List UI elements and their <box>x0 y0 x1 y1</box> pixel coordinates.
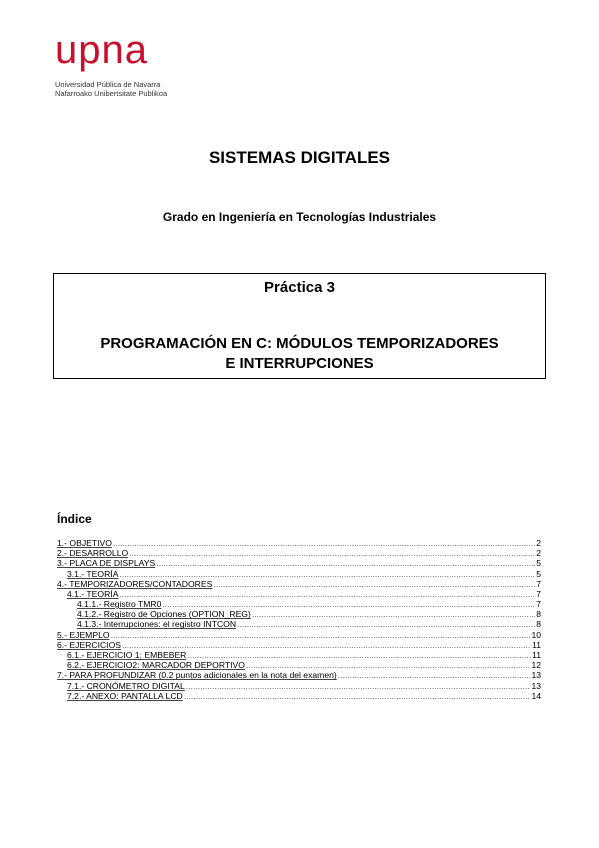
toc-leader-dots <box>237 619 535 629</box>
toc-entry-page[interactable]: 7 <box>536 599 541 610</box>
practice-box <box>53 273 546 379</box>
toc-entry-text[interactable]: 5.- EJEMPLO <box>57 629 110 640</box>
toc-leader-dots <box>162 599 535 609</box>
toc-entry[interactable] <box>57 691 541 701</box>
toc-entry[interactable] <box>57 620 541 630</box>
logo-line-es: Universidad Pública de Navarra <box>55 80 161 89</box>
toc-entry-text[interactable]: 4.1.3.- Interrupciones: el registro INTCON <box>77 619 237 630</box>
toc-entry[interactable] <box>57 558 541 568</box>
toc-entry-text[interactable]: 4.1.1.- Registro TMR0 <box>77 599 162 610</box>
practice-topic <box>54 334 545 374</box>
toc-entry-text[interactable]: 3.1.- TEORÍA <box>67 568 119 579</box>
toc-entry-text[interactable]: 4.1.2.- Registro de Opciones (OPTION_REG) <box>77 609 251 620</box>
toc-entry-page[interactable]: 14 <box>531 690 541 701</box>
practice-topic-line1: PROGRAMACIÓN EN C: MÓDULOS TEMPORIZADORES <box>100 335 499 352</box>
toc-entry[interactable] <box>57 640 541 650</box>
toc-entry[interactable] <box>57 548 541 558</box>
toc-entry-page[interactable]: 10 <box>531 629 541 640</box>
toc-entry-page[interactable]: 5 <box>536 558 541 569</box>
toc-entry-page[interactable]: 5 <box>536 568 541 579</box>
toc-entry-text[interactable]: 6.1.- EJERCICIO 1: EMBEBER <box>67 650 187 661</box>
document-subtitle: Grado en Ingeniería en Tecnologías Industriales <box>162 210 437 224</box>
toc-leader-dots <box>119 589 535 599</box>
toc-entry[interactable] <box>57 630 541 640</box>
practice-label: Práctica 3 <box>264 279 335 296</box>
toc-entry[interactable] <box>57 538 541 548</box>
toc-entry-text[interactable]: 6.- EJERCICIOS <box>57 639 121 650</box>
toc-entry-text[interactable]: 4.1.- TEORÍA <box>67 588 119 599</box>
toc-entry-page[interactable]: 2 <box>536 537 541 548</box>
toc-heading: Índice <box>57 512 92 526</box>
toc-entry-page[interactable]: 11 <box>532 639 541 650</box>
toc-entry-text[interactable]: 6.2.- EJERCICIO2: MARCADOR DEPORTIVO <box>67 660 245 671</box>
toc-entry[interactable] <box>57 589 541 599</box>
toc-leader-dots <box>111 630 531 640</box>
logo-line-eu: Nafarroako Unibertsitate Publikoa <box>55 89 168 98</box>
toc-entry-page[interactable]: 2 <box>536 548 541 559</box>
toc-leader-dots <box>252 609 535 619</box>
toc-entry[interactable] <box>57 609 541 619</box>
table-of-contents <box>57 538 541 701</box>
toc-entry[interactable] <box>57 599 541 609</box>
toc-entry-page[interactable]: 13 <box>531 680 541 691</box>
toc-entry-text[interactable]: 7.- PARA PROFUNDIZAR (0.2 puntos adicionales en la nota del examen) <box>57 670 337 681</box>
toc-leader-dots <box>338 670 531 680</box>
practice-topic-line2: E INTERRUPCIONES <box>225 355 374 372</box>
toc-entry-text[interactable]: 2.- DESARROLLO <box>57 548 129 559</box>
toc-entry-page[interactable]: 8 <box>536 609 541 620</box>
toc-leader-dots <box>187 650 531 660</box>
toc-entry-text[interactable]: 7.2.- ANEXO: PANTALLA LCD <box>67 690 183 701</box>
toc-leader-dots <box>129 548 535 558</box>
toc-entry-text[interactable]: 7.1.- CRONÓMETRO DIGITAL <box>67 680 185 691</box>
toc-entry-page[interactable]: 7 <box>536 578 541 589</box>
toc-leader-dots <box>186 681 531 691</box>
toc-entry[interactable] <box>57 660 541 670</box>
toc-entry-text[interactable]: 4.- TEMPORIZADORES/CONTADORES <box>57 578 213 589</box>
logo-wordmark: upna <box>55 28 148 72</box>
toc-entry-text[interactable]: 3.- PLACA DE DISPLAYS <box>57 558 156 569</box>
toc-entry-page[interactable]: 7 <box>536 588 541 599</box>
upna-logo <box>55 30 167 98</box>
toc-entry[interactable] <box>57 579 541 589</box>
toc-entry[interactable] <box>57 650 541 660</box>
toc-entry-page[interactable]: 8 <box>536 619 541 630</box>
toc-leader-dots <box>119 569 535 579</box>
toc-leader-dots <box>246 660 530 670</box>
document-title: SISTEMAS DIGITALES <box>208 148 391 167</box>
toc-leader-dots <box>122 640 531 650</box>
toc-entry[interactable] <box>57 681 541 691</box>
toc-leader-dots <box>184 691 531 701</box>
toc-leader-dots <box>113 538 535 548</box>
toc-leader-dots <box>156 558 535 568</box>
toc-entry-page[interactable]: 12 <box>531 660 541 671</box>
toc-entry-page[interactable]: 11 <box>532 650 541 661</box>
toc-leader-dots <box>213 579 535 589</box>
toc-entry-text[interactable]: 1.- OBJETIVO <box>57 537 112 548</box>
toc-entry[interactable] <box>57 569 541 579</box>
toc-entry[interactable] <box>57 670 541 680</box>
toc-entry-page[interactable]: 13 <box>531 670 541 681</box>
